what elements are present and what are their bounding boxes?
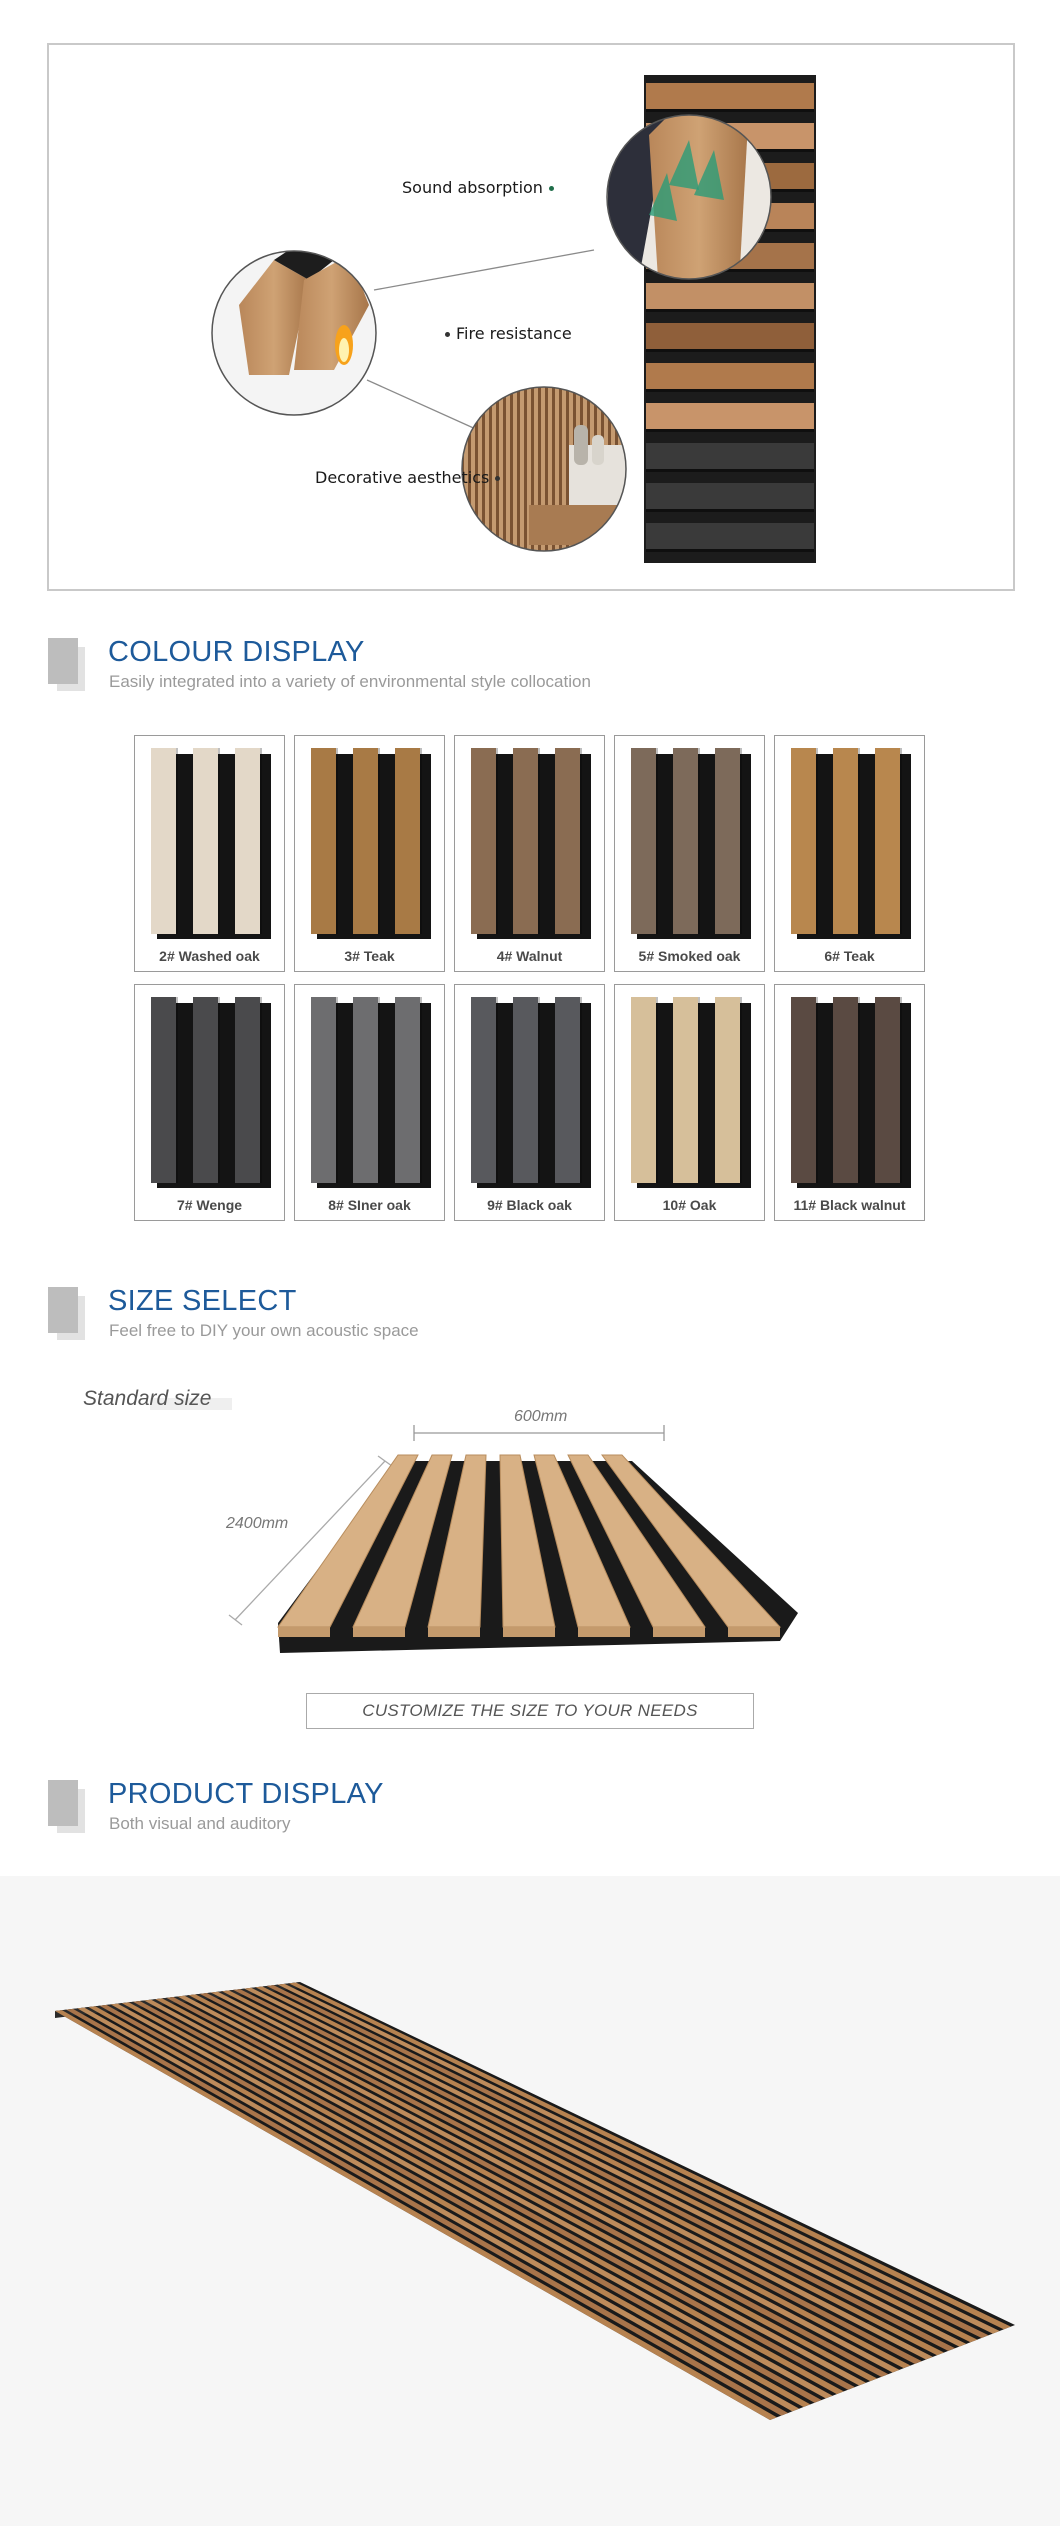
slat xyxy=(155,1998,877,2381)
slat xyxy=(673,997,698,1183)
feature-fire-resistance: Fire resistance xyxy=(445,324,572,343)
swatch-label: 7# Wenge xyxy=(176,1197,243,1213)
slat xyxy=(715,997,740,1183)
slat xyxy=(631,997,656,1183)
swatch-preview xyxy=(455,985,606,1190)
feature-decorative-aesthetics: Decorative aesthetics xyxy=(315,468,506,487)
product-display-title: PRODUCT DISPLAY xyxy=(108,1778,384,1810)
swatch-label: 4# Walnut xyxy=(496,948,563,964)
colour-display-subtitle: Easily integrated into a variety of environmental style collocation xyxy=(109,672,591,691)
slat xyxy=(791,748,816,934)
slat xyxy=(673,748,698,934)
product-panel-image xyxy=(0,1876,1060,2526)
slat xyxy=(235,748,260,934)
slat xyxy=(235,997,260,1183)
slat xyxy=(833,748,858,934)
swatch-card[interactable] xyxy=(774,984,925,1221)
swatch-label: 2# Washed oak xyxy=(159,948,260,964)
slat xyxy=(513,748,538,934)
slat xyxy=(151,748,176,934)
swatch-label: 6# Teak xyxy=(824,948,875,964)
swatch-label: 9# Black oak xyxy=(487,1197,572,1213)
swatch-preview xyxy=(135,985,286,1190)
size-select-header xyxy=(48,1287,748,1347)
swatch-card[interactable] xyxy=(294,984,445,1221)
slat xyxy=(395,997,420,1183)
slat xyxy=(646,403,814,429)
slat xyxy=(631,748,656,934)
swatch-preview xyxy=(775,985,926,1190)
swatch-preview xyxy=(615,736,766,941)
swatch-preview xyxy=(295,736,446,941)
slat xyxy=(178,1996,900,2373)
slat xyxy=(646,483,814,509)
colour-display-header xyxy=(48,638,748,698)
swatch-preview xyxy=(455,736,606,941)
length-dimension-label: 2400mm xyxy=(226,1515,289,1532)
slat xyxy=(166,1997,888,2377)
slat xyxy=(395,748,420,934)
swatch-label: 11# Black walnut xyxy=(793,1197,906,1213)
slat xyxy=(833,997,858,1183)
slat xyxy=(875,997,900,1183)
swatch-card[interactable] xyxy=(134,735,285,972)
swatch-preview xyxy=(295,985,446,1190)
slat xyxy=(646,523,814,549)
slat xyxy=(646,83,814,109)
slat xyxy=(646,363,814,389)
product-display-header xyxy=(48,1780,748,1840)
section-marker-icon xyxy=(48,1780,78,1826)
product-display-area xyxy=(0,1876,1060,2526)
swatch-card[interactable] xyxy=(454,735,605,972)
swatch-preview xyxy=(135,736,286,941)
dot-icon xyxy=(445,332,450,337)
colour-display-title: COLOUR DISPLAY xyxy=(108,636,365,668)
slat xyxy=(200,1993,922,2364)
slat xyxy=(715,748,740,934)
width-dimension-label: 600mm xyxy=(514,1408,568,1425)
slat xyxy=(555,997,580,1183)
slat xyxy=(189,1994,911,2368)
size-panel-illustration xyxy=(220,1405,820,1665)
slat xyxy=(875,748,900,934)
slat xyxy=(646,323,814,349)
swatch-card[interactable] xyxy=(614,984,765,1221)
slat xyxy=(555,748,580,934)
swatch-card[interactable] xyxy=(614,735,765,972)
swatch-card[interactable] xyxy=(454,984,605,1221)
slat xyxy=(311,997,336,1183)
slat xyxy=(311,748,336,934)
swatch-preview xyxy=(615,985,766,1190)
slat xyxy=(471,748,496,934)
section-marker-icon xyxy=(48,1287,78,1333)
slat xyxy=(471,997,496,1183)
standard-size-label: Standard size xyxy=(83,1387,212,1410)
slat xyxy=(791,997,816,1183)
swatch-card[interactable] xyxy=(294,735,445,972)
swatch-card[interactable] xyxy=(774,735,925,972)
slat xyxy=(193,748,218,934)
section-marker-icon xyxy=(48,638,78,684)
swatch-label: 5# Smoked oak xyxy=(638,948,741,964)
slat xyxy=(353,997,378,1183)
slat xyxy=(646,443,814,469)
feature-sound-absorption: Sound absorption xyxy=(402,178,560,197)
customize-size-button[interactable]: CUSTOMIZE THE SIZE TO YOUR NEEDS xyxy=(306,1693,754,1729)
slat xyxy=(646,283,814,309)
slat xyxy=(353,748,378,934)
swatch-label: 8# SIner oak xyxy=(328,1197,411,1213)
green-dot-icon xyxy=(549,186,554,191)
swatch-label: 3# Teak xyxy=(344,948,395,964)
dot-icon xyxy=(495,476,500,481)
size-select-title: SIZE SELECT xyxy=(108,1285,297,1317)
swatch-card[interactable] xyxy=(134,984,285,1221)
slat xyxy=(144,2000,866,2386)
slat xyxy=(513,997,538,1183)
feature-panel xyxy=(47,43,1015,591)
swatch-preview xyxy=(775,736,926,941)
slat xyxy=(193,997,218,1183)
swatch-label: 10# Oak xyxy=(662,1197,717,1213)
panel-features-illustration xyxy=(49,45,1017,593)
slat xyxy=(133,2001,855,2390)
slat xyxy=(151,997,176,1183)
size-select-subtitle: Feel free to DIY your own acoustic space xyxy=(109,1321,419,1340)
product-display-subtitle: Both visual and auditory xyxy=(109,1814,291,1833)
